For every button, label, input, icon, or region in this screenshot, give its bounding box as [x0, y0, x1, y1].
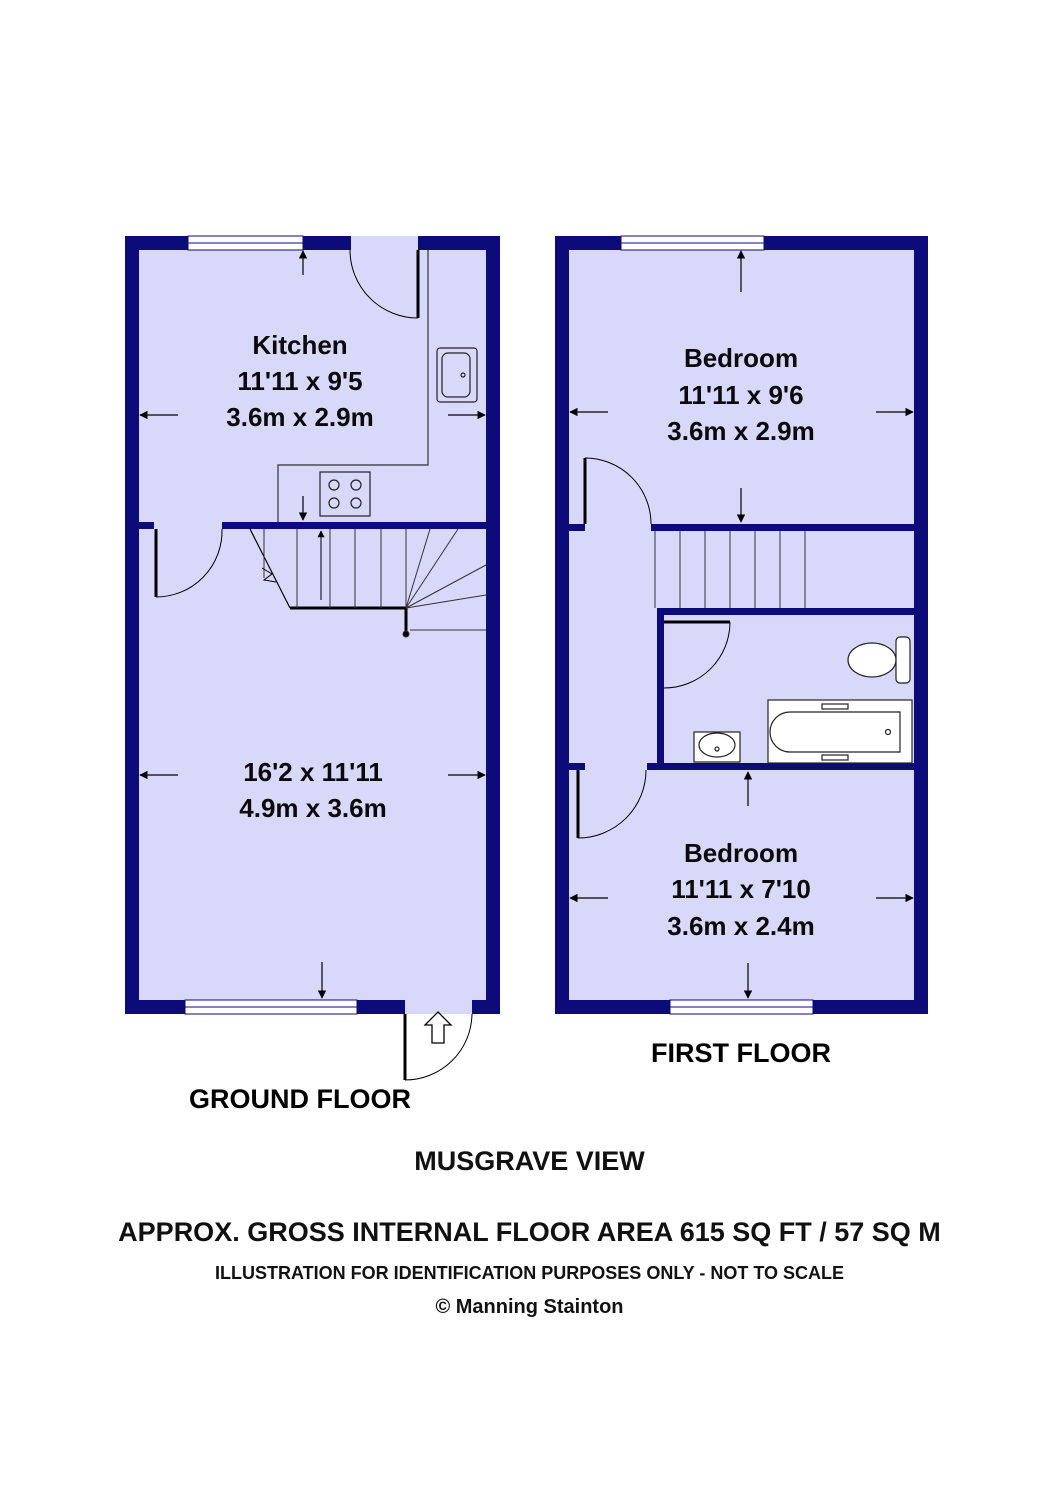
bedroom-2-imperial-size: 11'11 x 7'10: [671, 874, 811, 904]
bedroom-1-imperial-size: 11'11 x 9'6: [678, 380, 804, 410]
kitchen-name: Kitchen: [252, 330, 348, 360]
kitchen-metric-size: 3.6m x 2.9m: [226, 402, 374, 432]
bedroom-2-metric-size: 3.6m x 2.4m: [667, 911, 815, 941]
property-title: MUSGRAVE VIEW: [414, 1146, 645, 1176]
first-floor-plan: [555, 236, 928, 1068]
bedroom-2-name: Bedroom: [683, 838, 799, 868]
copyright-notice: © Manning Stainton: [435, 1296, 624, 1318]
entrance-arrow-icon: [425, 1012, 451, 1043]
ground-floor-label: GROUND FLOOR: [189, 1084, 411, 1114]
living-imperial-size: 16'2 x 11'11: [243, 757, 383, 787]
first-floor-label: FIRST FLOOR: [651, 1038, 831, 1068]
bath-icon: [768, 700, 912, 763]
disclaimer: ILLUSTRATION FOR IDENTIFICATION PURPOSES ONLY - NOT TO SCALE: [214, 1263, 845, 1283]
living-metric-size: 4.9m x 3.6m: [239, 793, 387, 823]
kitchen-imperial-size: 11'11 x 9'5: [237, 366, 363, 396]
floor-area-summary: APPROX. GROSS INTERNAL FLOOR AREA 615 SQ FT / 57 SQ M: [118, 1217, 941, 1247]
bedroom-1-metric-size: 3.6m x 2.9m: [667, 416, 815, 446]
ground-floor-plan: [125, 236, 500, 1114]
bedroom-1-name: Bedroom: [683, 343, 799, 373]
basin-icon: [694, 732, 740, 762]
